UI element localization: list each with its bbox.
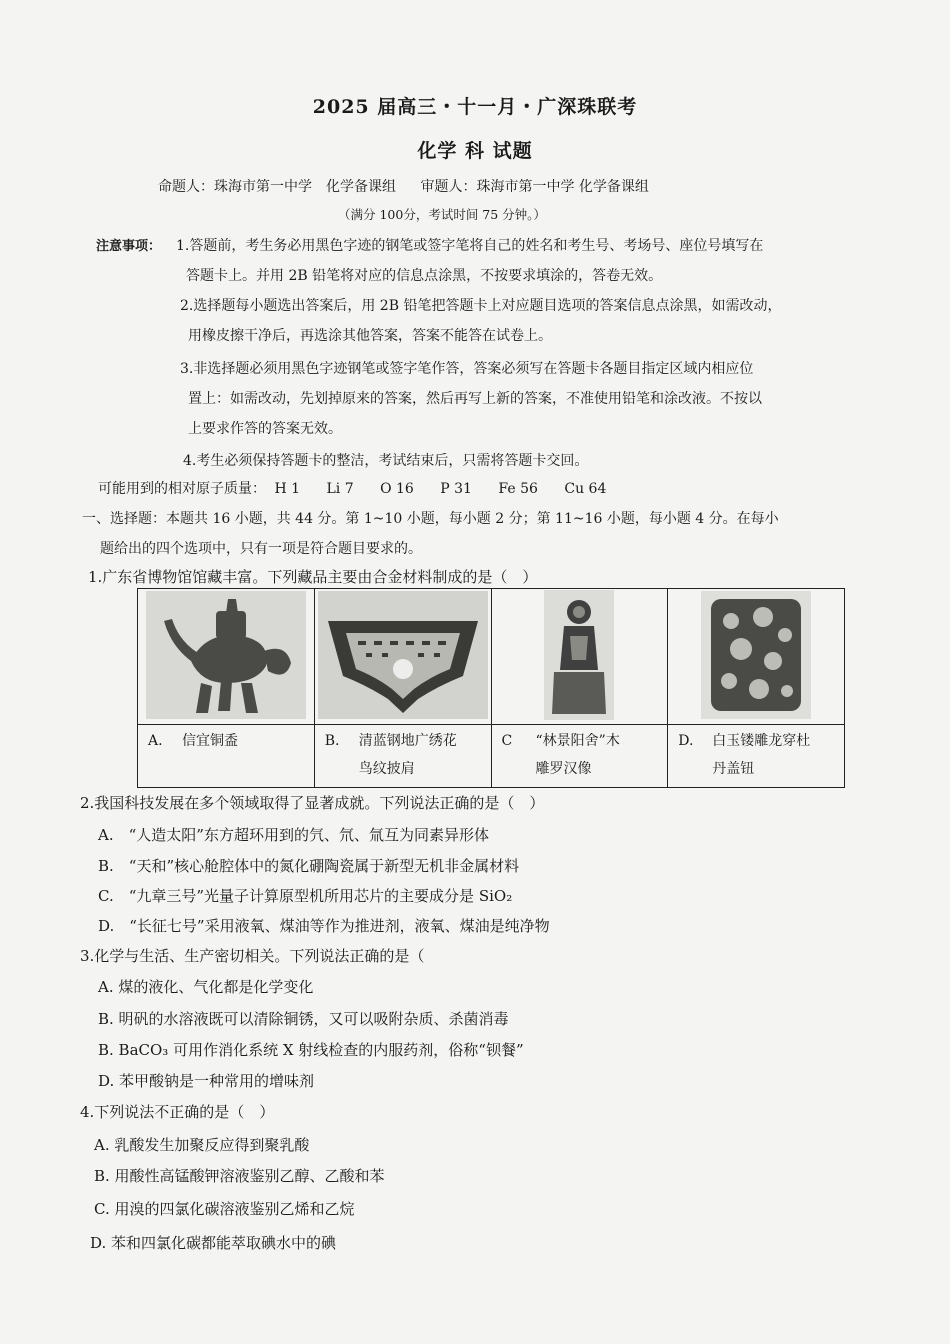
reviewer: 审题人：珠海市第一中学 化学备课组	[420, 179, 649, 195]
question-2-stem: 2.我国科技发展在多个领域取得了显著成就。下列说法正确的是（ ）	[80, 794, 545, 812]
wood-carving-icon	[544, 590, 614, 720]
setters-line	[158, 176, 669, 196]
option-letter: B.	[324, 733, 340, 749]
item-a-image	[138, 589, 315, 725]
option-text-cont: 鸟纹披肩	[358, 761, 415, 777]
q2-option-d: D. “长征七号”采用液氧、煤油等作为推进剂，液氧、煤油是纯净物	[98, 917, 550, 935]
section-heading: 一、选择题：本题共 16 小题，共 44 分。第 1~10 小题，每小题 2 分；第 11~16 小题，每小题 4 分。在每小	[82, 511, 779, 527]
notice-label: 注意事项：	[96, 239, 162, 254]
notice-line: 上要求作答的答案无效。	[188, 421, 342, 437]
atomic-mass: O 16	[380, 481, 414, 497]
notice-line: 答题卡上。并用 2B 铅笔将对应的信息点涂黑，不按要求填涂的，答卷无效。	[186, 268, 663, 284]
notice-line: 3.非选择题必须用黑色字迹钢笔或签字笔作答，答案必须写在答题卡各题目指定区域内相应位	[180, 361, 754, 377]
bronze-vessel-icon	[146, 591, 306, 719]
section-heading-cont: 题给出的四个选项中，只有一项是符合题目要求的。	[100, 541, 422, 557]
option-b	[314, 725, 491, 788]
atomic-masses	[98, 478, 628, 498]
notice-line: 1.答题前，考生务必用黑色字迹的钢笔或签字笔将自己的姓名和考生号、考场号、座位号填写在	[176, 238, 764, 254]
atomic-mass: Fe 56	[498, 481, 538, 497]
question-4-stem: 4.下列说法不正确的是（ ）	[80, 1103, 275, 1121]
atomic-mass: H 1	[274, 481, 301, 497]
q4-option-d: D. 苯和四氯化碳都能萃取碘水中的碘	[90, 1234, 337, 1252]
option-letter: C	[501, 733, 513, 749]
item-d-image	[668, 589, 845, 725]
question-3-stem: 3.化学与生活、生产密切相关。下列说法正确的是（	[80, 947, 425, 965]
item-c-image	[491, 589, 668, 725]
score-time: （满分 100分，考试时间 75 分钟。）	[338, 207, 546, 222]
option-c	[491, 725, 668, 788]
atomic-mass: Cu 64	[564, 481, 607, 497]
option-text-cont: 雕罗汉像	[535, 761, 592, 777]
q3-option-d: D. 苯甲酸钠是一种常用的增味剂	[98, 1072, 315, 1090]
notice-line: 置上：如需改动，先划掉原来的答案，然后再写上新的答案，不准使用铅笔和涂改液。不按以	[188, 391, 762, 407]
q4-option-a: A. 乳酸发生加聚反应得到聚乳酸	[94, 1136, 310, 1154]
q3-option-c: B. BaCO₃ 可用作消化系统 X 射线检查的内服药剂，俗称“钡餐”	[98, 1041, 524, 1059]
atomic-label: 可能用到的相对原子质量：	[98, 481, 266, 497]
q4-option-b: B. 用酸性高锰酸钾溶液鉴别乙醇、乙酸和苯	[94, 1167, 385, 1185]
option-text: 信宜铜盉	[182, 733, 238, 749]
option-text: 清蓝钢地广绣花	[358, 733, 457, 749]
q2-option-a: A. “人造太阳”东方超环用到的氕、氘、氚互为同素异形体	[98, 826, 489, 844]
notice-line: 4.考生必须保持答题卡的整洁，考试结束后，只需将答题卡交回。	[183, 453, 589, 469]
item-b-image	[314, 589, 491, 725]
q2-option-c: C. “九章三号”光量子计算原型机所用芯片的主要成分是 SiO₂	[98, 887, 513, 905]
notice-line: 2.选择题每小题选出答案后，用 2B 铅笔把答题卡上对应题目选项的答案信息点涂黑，如需改动，	[180, 298, 782, 314]
question-1-stem: 1.广东省博物馆馆藏丰富。下列藏品主要由合金材料制成的是（ ）	[88, 568, 538, 586]
option-letter: D.	[678, 733, 694, 749]
option-text: “林景阳舍”木	[535, 733, 620, 749]
option-a	[138, 725, 315, 788]
exam-title: 2025 届高三・十一月・广深珠联考	[312, 96, 638, 118]
setter: 命题人：珠海市第一中学 化学备课组	[158, 179, 396, 195]
q3-option-a: A. 煤的液化、气化都是化学变化	[98, 978, 314, 996]
atomic-mass: Li 7	[326, 481, 354, 497]
embroidered-shawl-icon	[318, 591, 488, 719]
exam-subtitle: 化学 科 试题	[417, 140, 533, 162]
notice-line: 用橡皮擦干净后，再选涂其他答案，答案不能答在试卷上。	[188, 328, 552, 344]
option-text-cont: 丹盖钮	[712, 761, 755, 777]
q1-items-table	[137, 588, 845, 788]
q4-option-c: C. 用溴的四氯化碳溶液鉴别乙烯和乙烷	[94, 1200, 355, 1218]
option-letter: A.	[148, 733, 163, 749]
option-d	[668, 725, 845, 788]
q3-option-b: B. 明矾的水溶液既可以清除铜锈，又可以吸附杂质、杀菌消毒	[98, 1010, 509, 1028]
option-text: 白玉镂雕龙穿杜	[712, 733, 811, 749]
atomic-mass: P 31	[440, 481, 472, 497]
q2-option-b: B. “天和”核心舱腔体中的氮化硼陶瓷属于新型无机非金属材料	[98, 857, 520, 875]
jade-knob-icon	[701, 591, 811, 719]
